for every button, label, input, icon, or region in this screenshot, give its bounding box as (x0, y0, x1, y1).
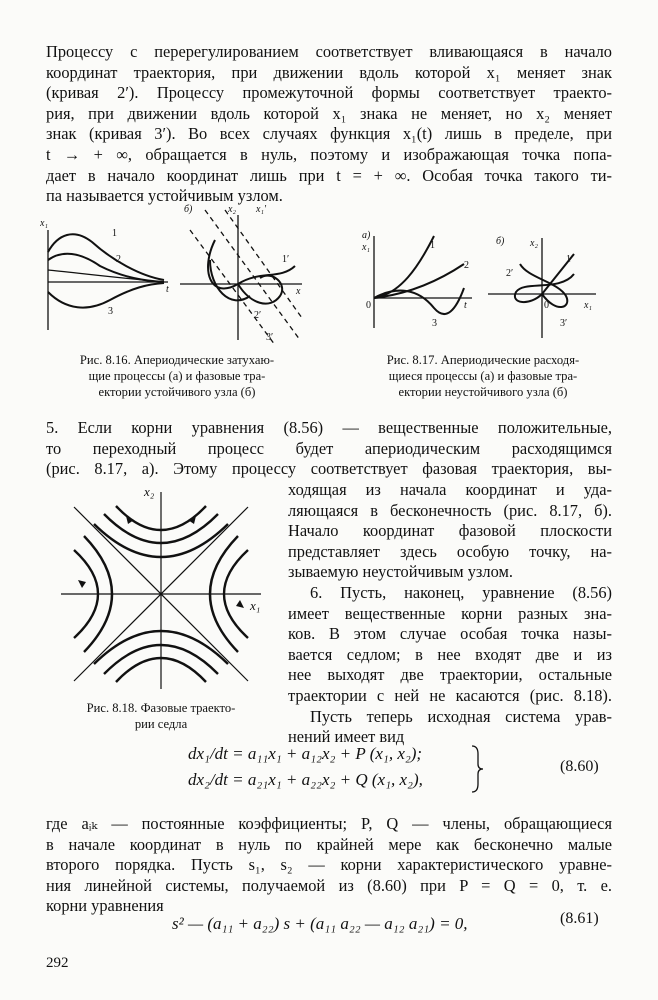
axis-x-label-b: x (296, 286, 301, 297)
text-line: координат траектория, при движении вдоль которой x₁ меняет знак (46, 62, 612, 82)
text-line: рия, при движении вдоль которой x₁ знака не меняет, но x₂ меняет (46, 103, 612, 123)
axis-y-label-b: x₂ (530, 238, 538, 249)
curve-3 (48, 283, 164, 308)
text-line: (рис. 8.17, а). Этому процессу соответствует фазовая траектория, вы- (46, 459, 612, 479)
curve-2 (48, 254, 164, 282)
text-line: дает в начало координат лишь при t = + ∞. Особая точка такого ти- (46, 165, 612, 185)
curve-1 (48, 234, 164, 280)
curve-3 (374, 288, 464, 314)
axis-x-label-b: x₁ (584, 300, 592, 311)
panel-label: а) (362, 230, 371, 241)
caption-line: рии седла (134, 717, 188, 731)
text-line: Начало координат фазовой плоскости (288, 521, 612, 541)
text-line: ляющаяся в бесконечность (рис. 8.17, б). (288, 500, 612, 520)
curve-label: 1′ (566, 254, 574, 265)
caption-line: ектории неустойчивого узла (б) (398, 385, 568, 399)
text-line: то переходный процесс будет апериодическим расходящимся (46, 438, 612, 458)
figure-8-16 (40, 200, 310, 350)
caption-line: Рис. 8.17. Апериодические расходя- (386, 353, 580, 367)
text-line: Пусть теперь исходная система урав- (310, 706, 612, 726)
axis-y-label: x₁ (362, 242, 370, 253)
caption-line: щиеся процессы (а) и фазовые тра- (388, 369, 578, 383)
text-line: нений имеет вид (288, 727, 405, 747)
caption-line: Рис. 8.18. Фазовые траекто- (86, 701, 236, 715)
equation-8-60-line1: dx₁/dt = a₁₁x₁ + a₁₂x₂ + P (x₁, x₂); (188, 744, 423, 763)
curve-label: 2 (116, 254, 121, 265)
page-number: 292 (46, 955, 69, 971)
caption-fig-8-16 (46, 352, 308, 400)
paragraph-characteristic (46, 814, 612, 917)
axis-x-label: t (464, 300, 467, 311)
curve-label: 3′ (266, 332, 274, 343)
curve-label: 1 (430, 240, 435, 251)
text-line: t → + ∞, обращается в нуль, поэтому и изображающая точка попа- (46, 144, 612, 164)
axis-y-label: x₂ (144, 484, 155, 499)
equation-number: (8.60) (560, 758, 599, 775)
text-line: 5. Если корни уравнения (8.56) — вещественные положительные, (46, 418, 612, 437)
caption-line: ектории устойчивого узла (б) (98, 385, 256, 399)
caption-fig-8-17 (352, 352, 614, 400)
text-line: нее выходят две траектории, остальные (288, 665, 612, 685)
text-line: ходящая из начала координат и уда- (288, 480, 612, 499)
origin-label: 0 (544, 300, 549, 311)
text-line: имеет вещественные корни разных зна- (288, 603, 612, 623)
paragraph-column-right (288, 480, 612, 748)
curve-label: 1′ (282, 254, 290, 265)
text-line: па называется устойчивым узлом. (46, 186, 283, 206)
equation-number: (8.61) (560, 910, 599, 927)
caption-fig-8-18 (46, 700, 276, 732)
text-line: корни уравнения (46, 896, 164, 916)
text-line: зываемую неустойчивым узлом. (288, 562, 513, 582)
equation-8-60-line2: dx₂/dt = a₂₁x₁ + a₂₂x₂ + Q (x₁, x₂), (188, 770, 423, 789)
text-line: знак (кривая 3′). Во всех случаях функция x₁(t) лишь в пределе, при (46, 124, 612, 144)
text-line: где aᵢₖ — постоянные коэффициенты; P, Q — члены, обращающиеся (46, 814, 612, 833)
text-line: представляет здесь особую точку, на- (288, 541, 612, 561)
curve-1 (374, 236, 434, 298)
axis-y-label-b: x₂ (228, 204, 236, 215)
axis-x-label: x₁ (250, 598, 261, 613)
curve-label: 2′ (506, 268, 514, 279)
panel-label: б) (184, 204, 193, 215)
text-line: (кривая 2′). Процессу промежуточной формы соответствует траекто- (46, 83, 612, 103)
text-line: 6. Пусть, наконец, уравнение (8.56) (310, 582, 612, 602)
text-line: Процессу с перерегулированием соответствует вливающаяся в начало (46, 42, 612, 61)
text-line: ния линейной системы, получаемой из (8.60) при P = Q = 0, т. е. (46, 875, 612, 895)
curve-label: 2′ (254, 310, 262, 321)
brace-right (470, 744, 484, 794)
paragraph-unstable-node (46, 418, 612, 480)
curve-label: 3 (108, 306, 113, 317)
text-line: вается седлом; в нее входят две и из (288, 644, 612, 664)
figure-8-18 (56, 484, 266, 694)
paragraph-stable-node (46, 42, 612, 207)
text-line: ков. В этом случае особая точка назы- (288, 624, 612, 644)
equation-8-61: s² — (a₁₁ + a₂₂) s + (a₁₁ a₂₂ — a₁₂ a₂₁) = 0, (172, 914, 468, 933)
figure-8-17 (360, 228, 600, 348)
text-line: траектории с ней не касаются (рис. 8.18). (288, 685, 612, 705)
text-line: в начале координат в нуль по крайней мере как бесконечно малые (46, 834, 612, 854)
origin-label: 0 (366, 300, 371, 311)
curve-label: 3 (432, 318, 437, 329)
caption-line: щие процессы (а) и фазовые тра- (88, 369, 266, 383)
caption-line: Рис. 8.16. Апериодические затухаю- (79, 353, 275, 367)
curve-label: 2 (464, 260, 469, 271)
axis-y-label: x₁ (40, 218, 48, 229)
text-line: второго порядка. Пусть s₁, s₂ — корни характеристического уравне- (46, 855, 612, 875)
axis-x-label: t (166, 284, 169, 295)
annotation: x₁′ (256, 204, 267, 215)
curve-label: 3′ (560, 318, 568, 329)
panel-label: б) (496, 236, 505, 247)
curve-label: 1 (112, 228, 117, 239)
